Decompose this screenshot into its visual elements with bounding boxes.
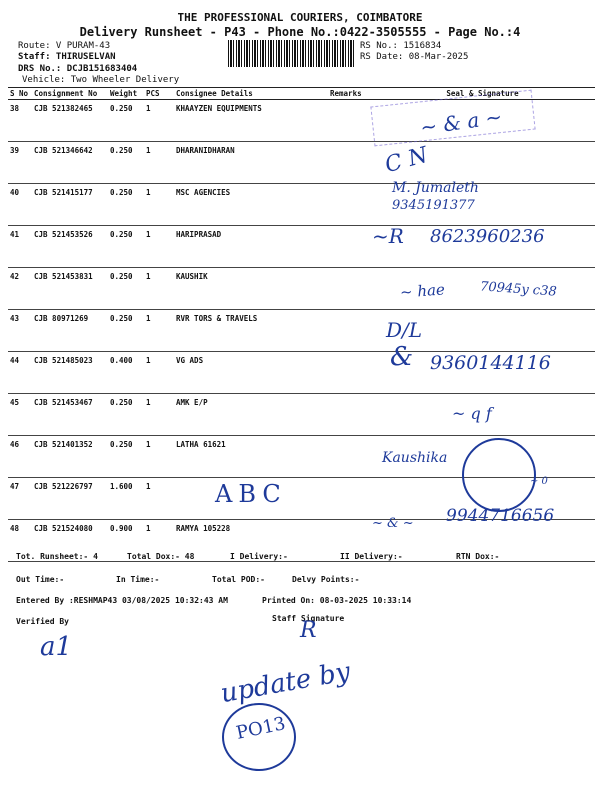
staff-signature-mark: R	[300, 618, 317, 643]
signature-row-48: ~ & ~	[372, 516, 414, 531]
i-delivery: I Delivery:-	[230, 552, 288, 561]
cell-pcs: 1	[144, 268, 174, 310]
cell-consignment: CJB 521226797	[32, 478, 108, 520]
cell-consignment: CJB 521401352	[32, 436, 108, 478]
cell-weight: 0.250	[108, 226, 144, 268]
table-row	[8, 310, 595, 352]
route: Route: V PURAM-43	[18, 41, 111, 51]
table-row	[8, 394, 595, 436]
out-time: Out Time:-	[16, 575, 65, 584]
cell-remarks	[328, 226, 370, 268]
cell-sno: 44	[8, 352, 32, 394]
cell-consignment: CJB 521415177	[32, 184, 108, 226]
verified-by: Verified By	[16, 617, 69, 626]
signature-row-40-phone: 9345191377	[392, 198, 475, 213]
cell-consignment: CJB 521485023	[32, 352, 108, 394]
ii-delivery: II Delivery:-	[340, 552, 403, 561]
printed-on: Printed On: 08-03-2025 10:33:14	[262, 596, 412, 605]
barcode	[228, 40, 354, 67]
cell-pcs: 1	[144, 394, 174, 436]
cell-consignee: LATHA 61621	[174, 436, 328, 478]
cell-consignee: MSC AGENCIES	[174, 184, 328, 226]
rtn-dox: RTN Dox:-	[456, 552, 500, 561]
cell-remarks	[328, 478, 370, 520]
cell-pcs: 1	[144, 352, 174, 394]
entered-by: Entered By :RESHMAP43 03/08/2025 10:32:43 AM	[16, 596, 228, 605]
cell-sno: 46	[8, 436, 32, 478]
cell-sno: 40	[8, 184, 32, 226]
cell-remarks	[328, 268, 370, 310]
cell-sno: 41	[8, 226, 32, 268]
vehicle: Vehicle: Two Wheeler Delivery	[22, 75, 180, 85]
delvy-points: Delvy Points:-	[292, 575, 360, 584]
col-seal: Seal & Signature	[370, 88, 595, 100]
cell-consignee: VG ADS	[174, 352, 328, 394]
cell-pcs: 1	[144, 520, 174, 562]
cell-weight: 0.900	[108, 520, 144, 562]
cell-consignee: RVR TORS & TRAVELS	[174, 310, 328, 352]
tot-runsheet: Tot. Runsheet:- 4	[16, 552, 98, 561]
cell-consignee: DHARANIDHARAN	[174, 142, 328, 184]
signature-row-40-name: M. Jumaleth	[392, 180, 479, 196]
cell-remarks	[328, 352, 370, 394]
cell-consignment: CJB 521453467	[32, 394, 108, 436]
cell-consignment: CJB 521382465	[32, 100, 108, 142]
cell-consignment: CJB 521453831	[32, 268, 108, 310]
col-pcs: PCS	[144, 88, 174, 100]
cell-consignment: CJB 521524080	[32, 520, 108, 562]
cell-weight: 0.250	[108, 184, 144, 226]
col-consignee: Consignee Details	[174, 88, 328, 100]
update-by-note: update by	[218, 656, 353, 710]
rs-date: RS Date: 08-Mar-2025	[360, 52, 469, 62]
cell-consignee: AMK E/P	[174, 394, 328, 436]
cell-weight: 0.250	[108, 310, 144, 352]
runsheet-subtitle: Delivery Runsheet - P43 - Phone No.:0422-3505555 - Page No.:4	[79, 25, 521, 39]
staff: Staff: THIRUSELVAN	[18, 52, 116, 62]
cell-sno: 42	[8, 268, 32, 310]
total-pod: Total POD:-	[212, 575, 265, 584]
cell-weight: 1.600	[108, 478, 144, 520]
signature-row-42: ~ hae	[399, 280, 446, 302]
cell-sno: 38	[8, 100, 32, 142]
signature-row-43: D/L	[386, 318, 423, 342]
col-remarks: Remarks	[328, 88, 370, 100]
signature-row-41-phone: 8623960236	[430, 226, 545, 247]
p43-stamp-text: PO13	[234, 713, 288, 744]
col-weight: Weight	[108, 88, 144, 100]
cell-weight: 0.250	[108, 142, 144, 184]
table-row	[8, 184, 595, 226]
staff-signature: Staff Signature	[272, 614, 345, 623]
cell-consignee: KHAAYZEN EQUIPMENTS	[174, 100, 328, 142]
seal-date: ~ 0	[530, 476, 548, 487]
col-sno: S No	[8, 88, 32, 100]
signature-row-48-phone: 9944716656	[446, 506, 555, 526]
cell-pcs: 1	[144, 142, 174, 184]
in-time: In Time:-	[116, 575, 160, 584]
cell-weight: 0.400	[108, 352, 144, 394]
cell-sno: 48	[8, 520, 32, 562]
drs-number: DRS No.: DCJB151683404	[18, 64, 138, 74]
cell-sno: 47	[8, 478, 32, 520]
cell-consignment: CJB 521453526	[32, 226, 108, 268]
cell-remarks	[328, 310, 370, 352]
verified-initials: a1	[40, 632, 73, 662]
signature-row-46: Kaushika	[382, 450, 448, 466]
cell-pcs: 1	[144, 436, 174, 478]
cell-sno: 43	[8, 310, 32, 352]
handwriting-row-47: ABC	[215, 480, 287, 508]
cell-sno: 45	[8, 394, 32, 436]
cell-remarks	[328, 100, 370, 142]
cell-weight: 0.250	[108, 100, 144, 142]
signature-row-44-mark: &	[390, 342, 414, 372]
cell-pcs: 1	[144, 100, 174, 142]
total-dox: Total Dox:- 48	[127, 552, 195, 561]
cell-weight: 0.250	[108, 436, 144, 478]
cell-weight: 0.250	[108, 394, 144, 436]
cell-remarks	[328, 184, 370, 226]
signature-row-38: ~ & a ~	[418, 104, 504, 140]
cell-consignee: HARIPRASAD	[174, 226, 328, 268]
signature-row-39: C N	[382, 142, 431, 179]
cell-remarks	[328, 436, 370, 478]
cell-pcs: 1	[144, 184, 174, 226]
col-consignment: Consignment No	[32, 88, 108, 100]
signature-row-44-phone: 9360144116	[430, 352, 551, 374]
round-seal-stamp	[462, 438, 536, 512]
rs-number: RS No.: 1516834	[360, 41, 442, 51]
cell-remarks	[328, 142, 370, 184]
signature-row-42-phone: 70945y c38	[479, 279, 558, 300]
cell-pcs: 1	[144, 478, 174, 520]
cell-sno: 39	[8, 142, 32, 184]
signature-row-45: ~ q f	[452, 404, 492, 423]
cell-consignee: KAUSHIK	[174, 268, 328, 310]
cell-pcs: 1	[144, 310, 174, 352]
cell-consignment: CJB 521346642	[32, 142, 108, 184]
signature-row-41: ~R	[372, 224, 404, 248]
cell-weight: 0.250	[108, 268, 144, 310]
cell-consignee: RAMYA 105228	[174, 520, 328, 562]
cell-consignment: CJB 80971269	[32, 310, 108, 352]
cell-pcs: 1	[144, 226, 174, 268]
company-title: THE PROFESSIONAL COURIERS, COIMBATORE	[177, 11, 423, 24]
cell-remarks	[328, 394, 370, 436]
table-row	[8, 142, 595, 184]
